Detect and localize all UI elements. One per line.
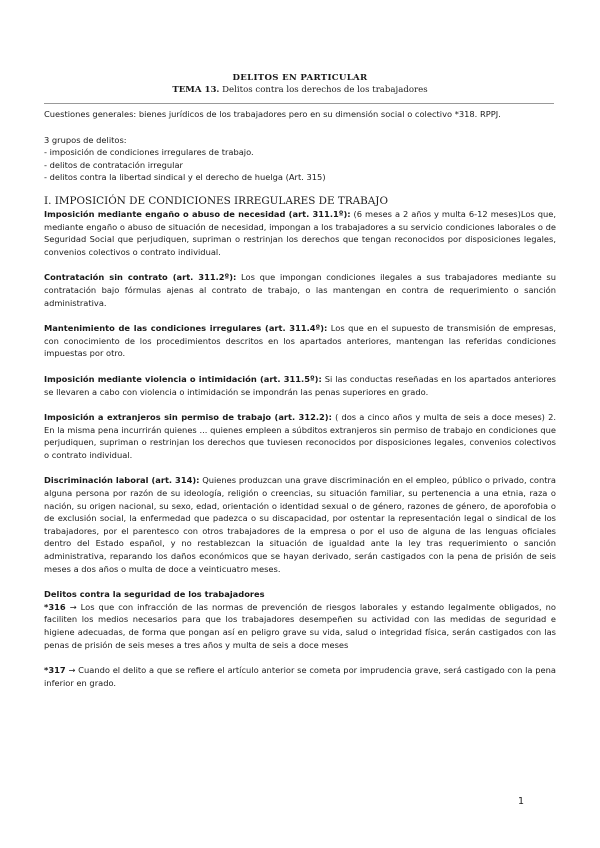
document-header	[0, 72, 600, 96]
article-paragraph	[44, 601, 556, 651]
article-text: Quienes produzcan una grave discriminación en el empleo, público o privado, contra alguna persona por razón de su ideología, religión o creencias, su situación familiar, su pertenencia a una etnia, raza o nación, su origen nacional, su sexo, edad, orientación o identidad sexual o de género, razones de género, de aporofobia o de exclusión social, la enfermedad que padezca o su discapacidad, por ostentar la representación legal o sindical de los trabajadores, por el parentesco con otros trabajadores de la empresa o por el uso de alguna de las lenguas oficiales dentro del Estado español, y no restablezcan la situación de igualdad ante la ley tras requerimiento o sanción administrativa, reparando los daños económicos que se hayan derivado, serán castigados con la pena de prisión de seis meses a dos años o multa de doce a veinticuatro meses.	[44, 475, 557, 574]
groups-list	[44, 146, 556, 184]
topic-text: Delitos contra los derechos de los trabajadores	[222, 85, 428, 95]
article-label: *316	[44, 601, 66, 612]
article-title: Imposición a extranjeros sin permiso de trabajo (art. 312.2):	[44, 412, 332, 423]
article-paragraph	[44, 208, 556, 258]
document-title: DELITOS EN PARTICULAR	[232, 73, 368, 83]
article-title: Imposición mediante engaño o abuso de necesidad (art. 311.1º):	[44, 208, 351, 219]
article-text: (6 meses a 2 años y multa 6-12 meses)Los que, mediante engaño o abuso de situación de necesidad, impongan a los trabajadores a su servicio condiciones laborales o de Seguridad Social que perjudiquen, supriman o restrinjan los derechos que tengan reconocidos por disposiciones legales, convenios colectivos o contrato individual.	[44, 208, 556, 257]
section-heading: I. IMPOSICIÓN DE CONDICIONES IRREGULARES DE TRABAJO	[44, 194, 388, 207]
article-paragraph	[44, 411, 556, 461]
article-paragraph	[44, 664, 556, 689]
topic-line	[0, 84, 600, 96]
article-text: Los que impongan condiciones ilegales a sus trabajadores mediante su contratación bajo fórmulas ajenas al contrato de trabajo, o las mantengan en contra de requerimiento o sanción administrativa.	[44, 272, 556, 308]
article-title: Imposición mediante violencia o intimidación (art. 311.5º):	[44, 373, 322, 384]
article-text: → Los que con infracción de las normas de prevención de riesgos laborales y estando legalmente obligados, no faciliten los medios necesarios para que los trabajadores desempeñen su actividad con las medidas de seguridad e higiene adecuadas, de forma que pongan así en peligro grave su vida, salud o integridad física, serán castigados con las penas de prisión de seis meses a tres años y multa de seis a doce meses	[44, 601, 556, 650]
article-paragraph	[44, 322, 556, 360]
article-paragraph	[44, 373, 556, 398]
article-title: Mantenimiento de las condiciones irregulares (art. 311.4º):	[44, 323, 328, 334]
intro-paragraph: Cuestiones generales: bienes jurídicos de los trabajadores pero en su dimensión social o colectivo *318. RPPJ.	[44, 109, 501, 119]
header-divider	[44, 103, 554, 104]
article-paragraph	[44, 271, 556, 309]
list-item: - delitos de contratación irregular	[44, 159, 183, 170]
topic-label: TEMA 13.	[172, 85, 220, 95]
article-text: Los que en el supuesto de transmisión de empresas, con conocimiento de los procedimientos descritos en los apartados anteriores, mantengan las referidas condiciones impuestas por otro.	[44, 323, 556, 359]
article-label: *317	[44, 665, 66, 676]
article-title: Discriminación laboral (art. 314):	[44, 475, 200, 486]
list-item: - delitos contra la libertad sindical y el derecho de huelga (Art. 315)	[44, 172, 326, 183]
article-paragraph	[44, 474, 556, 575]
article-title: Contratación sin contrato (art. 311.2º):	[44, 272, 237, 283]
list-item: - imposición de condiciones irregulares de trabajo.	[44, 147, 254, 158]
subsection-heading: Delitos contra la seguridad de los trabajadores	[44, 589, 265, 600]
article-text: → Cuando el delito a que se refiere el artículo anterior se cometa por imprudencia grave, será castigado con la pena inferior en grado.	[44, 665, 556, 688]
article-text: Si las conductas reseñadas en los apartados anteriores se llevaren a cabo con violencia o intimidación se impondrán las penas superiores en grado.	[44, 373, 556, 397]
article-text: ( dos a cinco años y multa de seis a doce meses) 2. En la misma pena incurrirán quienes ... quienes empleen a súbditos extranjeros sin permiso de trabajo en condiciones que perjudiquen, supriman o restrinjan los derechos que tuviesen reconocidos por disposiciones legales, convenios colectivos o contrato individual.	[44, 412, 556, 460]
page-number: 1	[518, 796, 525, 807]
document-body	[44, 108, 556, 689]
groups-lead: 3 grupos de delitos:	[44, 134, 127, 145]
